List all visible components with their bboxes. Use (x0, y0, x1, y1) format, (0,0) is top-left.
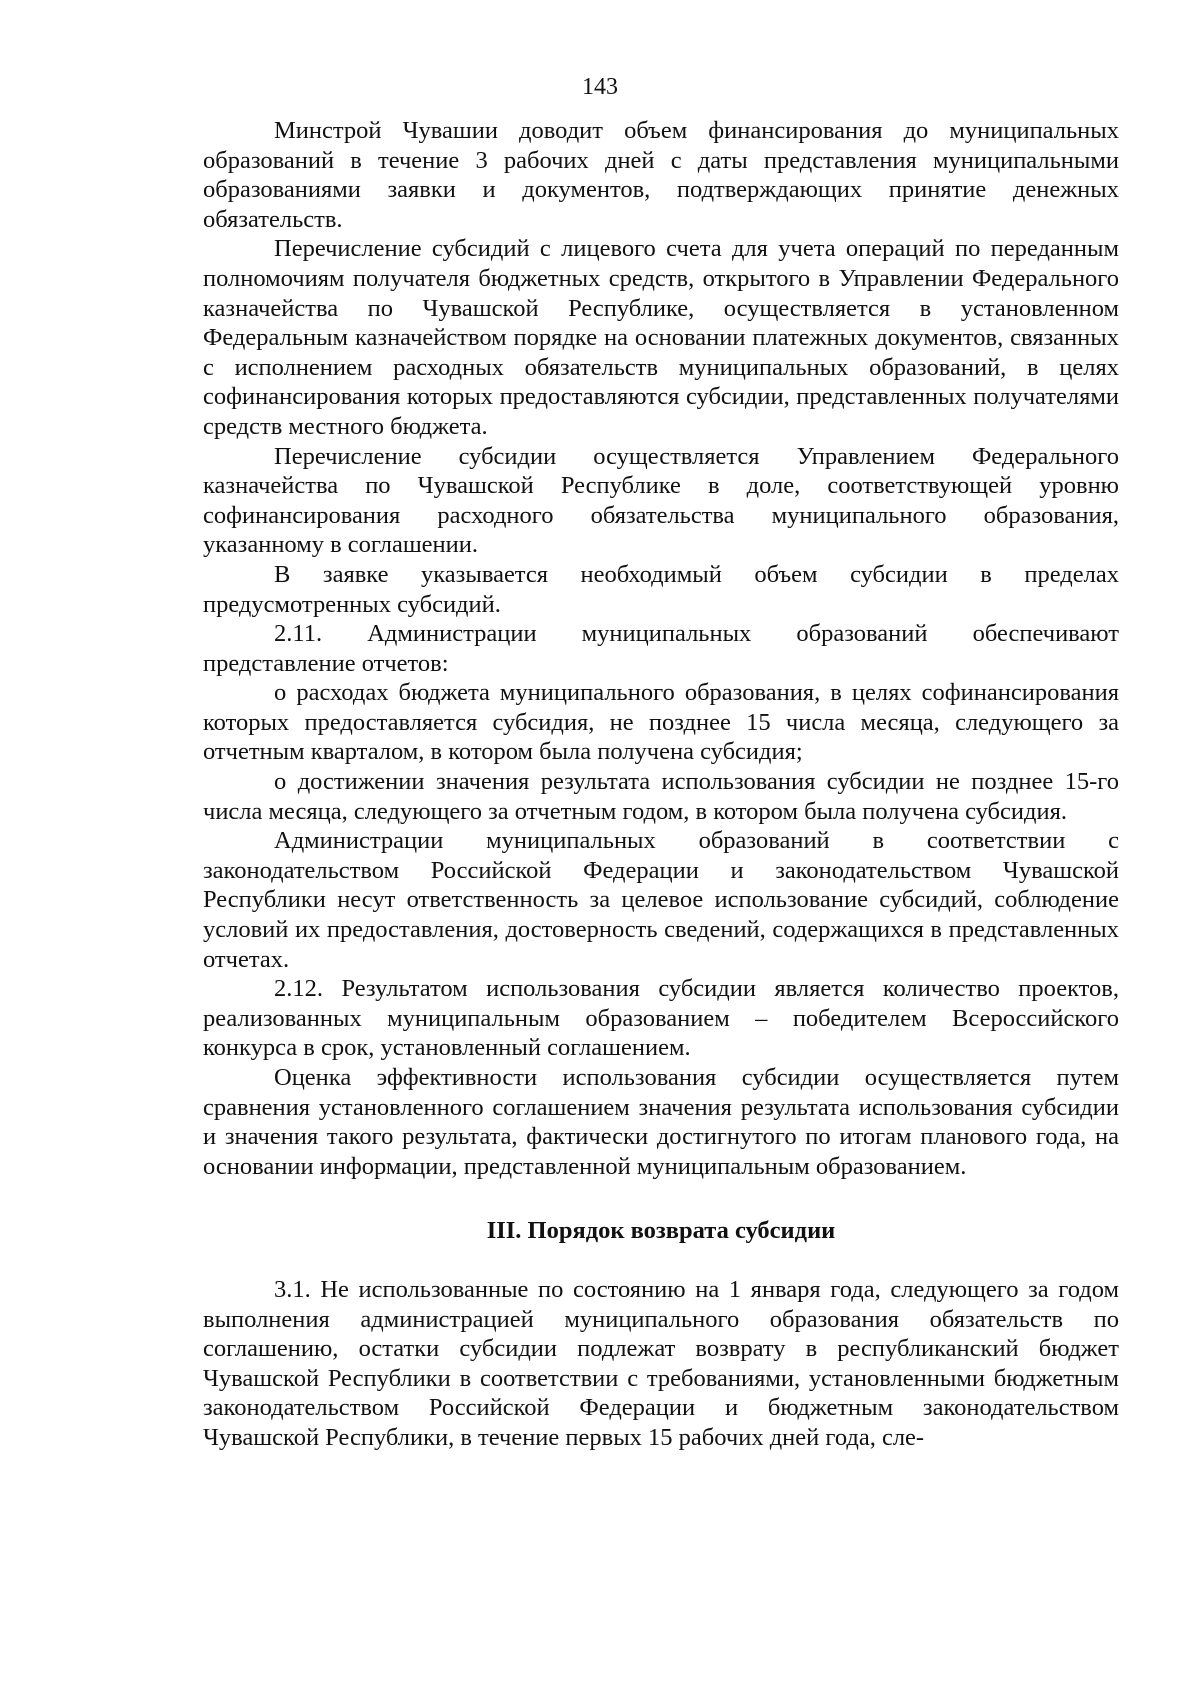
paragraph-clause-2-12: 2.12. Результатом использования субсидии является количество проектов, реализованных муниципальным образованием – победителем Всероссийского конкурса в срок, установленный соглашением. (203, 975, 1119, 1062)
paragraph-expense-report: о расходах бюджета муниципального образования, в целях софинансирования которых предоставляется субсидия, не позднее 15 числа месяца, следующего за отчетным кварталом, в котором была получена субсидия; (203, 679, 1119, 766)
paragraph-clause-2-11: 2.11. Администрации муниципальных образований обеспечивают представление отчетов: (203, 620, 1119, 677)
paragraph-transfer-share: Перечисление субсидии осуществляется Управлением Федерального казначейства по Чувашской Республике в доле, соответствующей уровню софинансирования расходного обязательства муниципального образования, указанному в соглашении. (203, 442, 1119, 559)
section-heading: III. Порядок возврата субсидии (486, 1217, 836, 1245)
paragraph-efficiency-evaluation: Оценка эффективности использования субсидии осуществляется путем сравнения установленного соглашением значения результата использования субсидии и значения такого результата, фактически достигнутого по итогам планового года, на основании информации, представленной муниципальным образованием. (203, 1064, 1119, 1180)
paragraph-application-volume: В заявке указывается необходимый объем субсидии в пределах предусмотренных субсидий. (203, 560, 1119, 618)
paragraph-transfer-procedure: Перечисление субсидий с лицевого счета для учета операций по переданным полномочиям получателя бюджетных средств, открытого в Управлении Федерального казначейства по Чувашской Республике, осуществляется в установленном Федеральным казначейством порядке на основании платежных документов, связанных с исполнением расходных обязательств муниципальных образований, в целях софинансирования которых предоставляются субсидии, представленных получателями средств местного бюджета. (203, 235, 1119, 440)
paragraph-responsibility: Администрации муниципальных образований в соответствии с законодательством Российской Федерации и законодательством Чувашской Республики несут ответственность за целевое использование субсидий, соблюдение условий их предоставления, достоверность сведений, содержащихся в представленных отчетах. (203, 827, 1119, 973)
paragraph-clause-3-1: 3.1. Не использованные по состоянию на 1 января года, следующего за годом выполнения администрацией муниципального образования обязательств по соглашению, остатки субсидии подлежат возврату в республиканский бюджет Чувашской Республики в соответствии с требованиями, установленными бюджетным законодательством Российской Федерации и бюджетным законодательством Чувашской Республики, в течение первых 15 рабочих дней года, сле- (203, 1275, 1119, 1451)
page-number: 143 (582, 74, 618, 100)
paragraph-result-report: о достижении значения результата использования субсидии не позднее 15-го числа месяца, следующего за отчетным годом, в котором была получена субсидия. (203, 768, 1119, 825)
document-body (203, 116, 1119, 1453)
paragraph-funding-notice: Минстрой Чувашии доводит объем финансирования до муниципальных образований в течение 3 рабочих дней с даты представления муниципальными образованиями заявки и документов, подтверждающих принятие денежных обязательств. (203, 117, 1119, 233)
